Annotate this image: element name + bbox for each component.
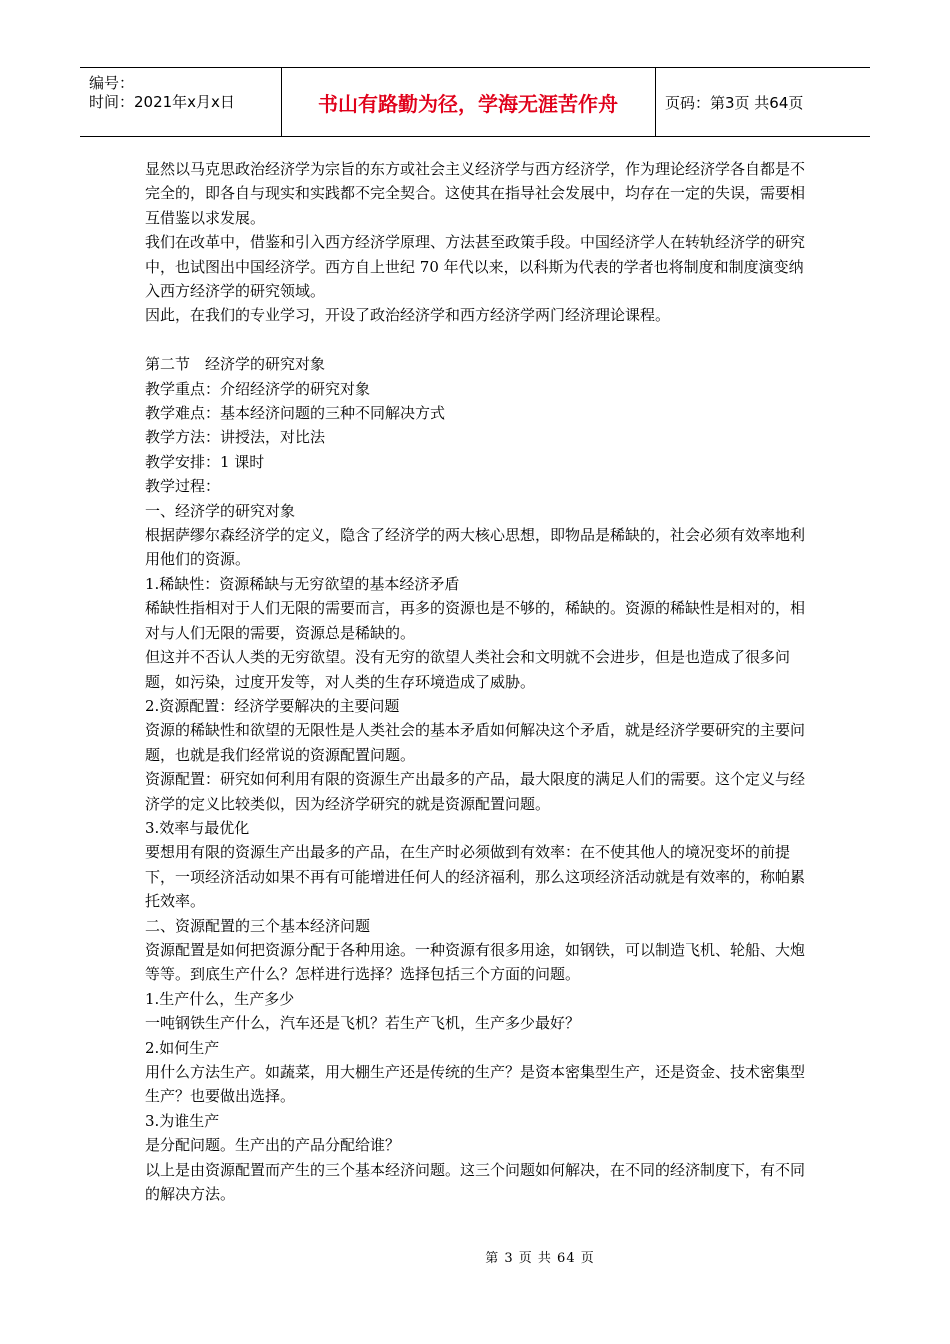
header-info-cell bbox=[80, 68, 281, 136]
paragraph: 教学重点：介绍经济学的研究对象 bbox=[145, 379, 371, 398]
paragraph: 资源的稀缺性和欲望的无限性是人类社会的基本矛盾如何解决这个矛盾，就是经济学要研究的主要问题，也就是我们经常说的资源配置问题。 bbox=[145, 721, 806, 764]
paragraph: 资源配置：研究如何利用有限的资源生产出最多的产品，最大限度的满足人们的需要。这个定义与经济学的定义比较类似，因为经济学研究的就是资源配置问题。 bbox=[145, 770, 806, 813]
paragraph: 显然以马克思政治经济学为宗旨的东方或社会主义经济学与西方经济学，作为理论经济学各自都是不完全的，即各自与现实和实践都不完全契合。这使其在指导社会发展中，均存在一定的失误，需要相互借鉴以求发展。 bbox=[145, 160, 806, 227]
paragraph: 资源配置是如何把资源分配于各种用途。一种资源有很多用途，如钢铁，可以制造飞机、轮船、大炮等等。到底生产什么？怎样进行选择？选择包括三个方面的问题。 bbox=[145, 940, 806, 984]
paragraph: 3.效率与最优化 bbox=[145, 818, 250, 837]
paragraph: 教学过程： bbox=[145, 477, 221, 496]
paragraph: 1.生产什么，生产多少 bbox=[145, 989, 295, 1008]
document-date: 时间：2021年x月x日 bbox=[89, 93, 235, 111]
paragraph: 1.稀缺性：资源稀缺与无穷欲望的基本经济矛盾 bbox=[145, 574, 460, 593]
paragraph: 一吨钢铁生产什么，汽车还是飞机？若生产飞机，生产多少最好？ bbox=[145, 1014, 581, 1033]
paragraph: 3.为谁生产 bbox=[145, 1111, 220, 1130]
paragraph: 教学难点：基本经济问题的三种不同解决方式 bbox=[145, 404, 446, 423]
paragraph: 教学方法：讲授法，对比法 bbox=[145, 428, 326, 447]
paragraph: 二、资源配置的三个基本经济问题 bbox=[145, 916, 371, 935]
paragraph: 以上是由资源配置而产生的三个基本经济问题。这三个问题如何解决，在不同的经济制度下，有不同的解决方法。 bbox=[145, 1160, 806, 1204]
paragraph: 2.资源配置：经济学要解决的主要问题 bbox=[145, 696, 400, 715]
paragraph: 但这并不否认人类的无穷欲望。没有无穷的欲望人类社会和文明就不会进步，但是也造成了很多问题，如污染，过度开发等，对人类的生存环境造成了威胁。 bbox=[145, 648, 791, 691]
paragraph: 要想用有限的资源生产出最多的产品，在生产时必须做到有效率：在不使其他人的境况变坏的前提下，一项经济活动如果不再有可能增进任何人的经济福利，那么这项经济活动就是有效率的，称帕累托效率。 bbox=[145, 843, 806, 911]
page-footer: 第 3 页 共 64 页 bbox=[485, 1251, 595, 1266]
header-table bbox=[80, 67, 870, 137]
paragraph: 第二节 经济学的研究对象 bbox=[145, 355, 326, 374]
paragraph: 是分配问题。生产出的产品分配给谁？ bbox=[145, 1136, 401, 1155]
paragraph: 2.如何生产 bbox=[145, 1038, 220, 1057]
paragraph: 教学安排：1 课时 bbox=[145, 452, 265, 471]
paragraph: 因此，在我们的专业学习，开设了政治经济学和西方经济学两门经济理论课程。 bbox=[145, 306, 671, 325]
paragraph: 用什么方法生产。如蔬菜，用大棚生产还是传统的生产？是资本密集型生产，还是资金、技术密集型生产？也要做出选择。 bbox=[145, 1063, 806, 1106]
header-page-number: 页码：第3页 共64页 bbox=[665, 93, 804, 112]
paragraph: 一、经济学的研究对象 bbox=[145, 501, 296, 520]
blank-line bbox=[145, 328, 810, 352]
paragraph: 根据萨缪尔森经济学的定义，隐含了经济学的两大核心思想，即物品是稀缺的，社会必须有效率地利用他们的资源。 bbox=[145, 526, 806, 569]
document-body bbox=[145, 157, 810, 1206]
document-number: 编号： bbox=[89, 74, 135, 92]
paragraph: 我们在改革中，借鉴和引入西方经济学原理、方法甚至政策手段。中国经济学人在转轨经济学的研究中，也试图出中国经济学。西方自上世纪 70 年代以来，以科斯为代表的学者也将制度和制度演变纳入西方经济学的研究领域。 bbox=[145, 233, 806, 301]
header-motto: 书山有路勤为径，学海无涯苦作舟 bbox=[318, 91, 618, 116]
paragraph: 稀缺性指相对于人们无限的需要而言，再多的资源也是不够的，稀缺的。资源的稀缺性是相对的，相对与人们无限的需要，资源总是稀缺的。 bbox=[145, 599, 806, 642]
